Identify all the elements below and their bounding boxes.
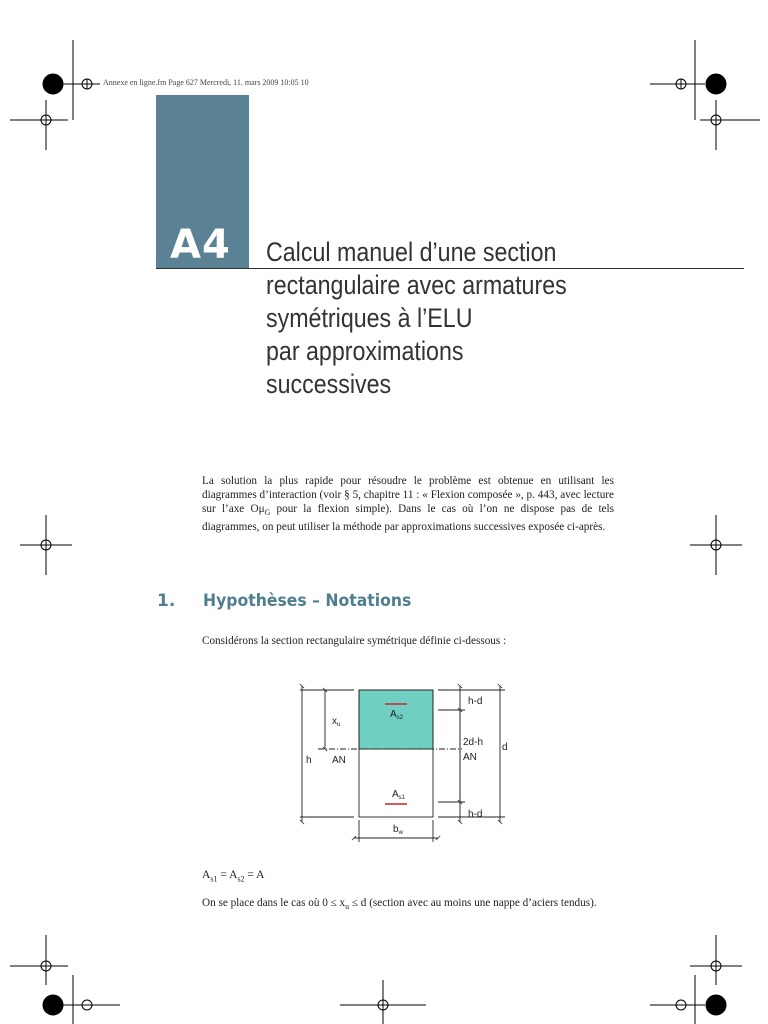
title-line: symétriques à l’ELU [266, 303, 473, 333]
label-bw: $b_w$ [393, 824, 403, 836]
case-paragraph: On se place dans le cas où $0 \le x_u \le d$ (section avec au moins une nappe d’aciers tendus). [202, 897, 597, 912]
chapter-code: A4 [170, 222, 231, 268]
running-header: Annexe en ligne.fm Page 627 Mercredi, 11. mars 2009 10:05 10 [103, 78, 309, 87]
label-as1: $A_{s1}$ [392, 789, 406, 801]
label-hd-top: h-d [468, 696, 483, 707]
title-line: Calcul manuel d’une section [266, 237, 557, 267]
label-2dh: 2d-h [463, 737, 484, 748]
omega-mu-symbol: $O\mu_G$ [250, 503, 271, 518]
title-line: par approximations [266, 336, 464, 366]
area-equality-formula: $A_{s1} = A_{s2} = A$ [202, 869, 265, 884]
section-number: 1. [157, 591, 176, 611]
label-xu: $x_u$ [332, 716, 341, 728]
title-line: rectangulaire avec armatures [266, 270, 567, 300]
intro-paragraph: La solution la plus rapide pour résoudre le problème est obtenue en utilisant les diagrammes d’interaction (voir § 5, chapitre 11 : « Flexion composée », p. 443, avec lecture sur l’axe $O\mu_G$ pour la flexion simple). Dans le cas où l’on ne dispose pas de tels diagrammes, on peut utiliser la méthode par approximations successives exposée ci-après. [202, 475, 614, 534]
chapter-title [266, 236, 644, 401]
label-h: h [306, 755, 312, 766]
consider-paragraph: Considérons la section rectangulaire symétrique définie ci-dessous : [202, 635, 507, 647]
label-hd-bottom: h-d [468, 809, 483, 820]
label-an-right: AN [463, 752, 477, 763]
label-as2: $A_{s2}$ [390, 709, 404, 721]
label-d: d [502, 742, 508, 753]
label-an-left: AN [332, 755, 346, 766]
section-title: Hypothèses – Notations [203, 591, 412, 611]
title-line: successives [266, 369, 392, 399]
section-diagram [290, 680, 520, 850]
